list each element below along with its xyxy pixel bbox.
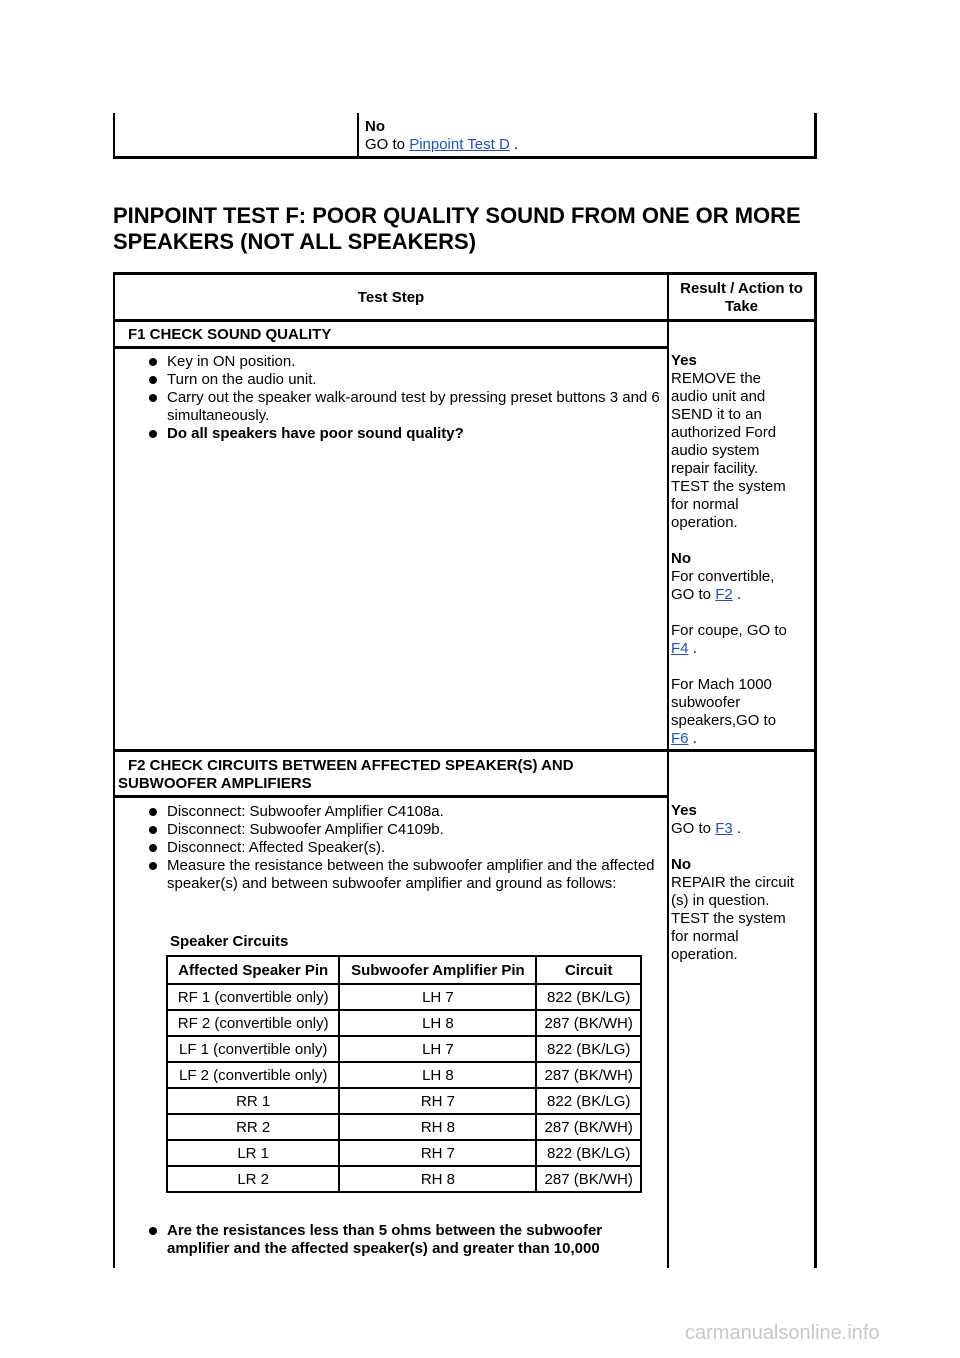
f2-goto-f3 xyxy=(671,820,813,838)
f1-mach-line-1: For Mach 1000 xyxy=(671,676,772,693)
f1-period-2: . xyxy=(692,640,697,657)
f1-yes-line-9: operation. xyxy=(671,514,738,531)
link-f6[interactable]: F6 xyxy=(671,730,689,747)
sc-cell: 287 (BK/WH) xyxy=(536,1062,641,1088)
f2-header-line2: SUBWOOFER AMPLIFIERS xyxy=(118,775,312,792)
f2-step-1: Disconnect: Subwoofer Amplifier C4108a. xyxy=(115,803,663,821)
f1-yes-line-8: for normal xyxy=(671,496,739,513)
link-f4[interactable]: F4 xyxy=(671,640,689,657)
table-row xyxy=(167,1166,641,1192)
table-row xyxy=(167,1114,641,1140)
sc-cell: RF 2 (convertible only) xyxy=(167,1010,339,1036)
sc-header-circuit: Circuit xyxy=(536,956,641,984)
sc-cell: RF 1 (convertible only) xyxy=(167,984,339,1010)
sc-cell: LR 1 xyxy=(167,1140,339,1166)
sc-cell: 287 (BK/WH) xyxy=(536,1114,641,1140)
sc-cell: RH 8 xyxy=(339,1166,536,1192)
table-col-divider xyxy=(667,272,669,1268)
f1-goto-prefix: GO to xyxy=(671,586,712,603)
sc-cell: 822 (BK/LG) xyxy=(536,1140,641,1166)
speaker-circuits-table xyxy=(166,955,642,1193)
f1-header-bottom xyxy=(113,346,668,349)
sc-cell: LH 7 xyxy=(339,1036,536,1062)
f1-step-list xyxy=(115,353,660,443)
sc-cell: RR 2 xyxy=(167,1114,339,1140)
prev-no-label: No xyxy=(365,118,385,135)
f1-yes-line-4: authorized Ford xyxy=(671,424,777,441)
f1-yes-line-7: TEST the system xyxy=(671,478,786,495)
watermark: carmanualsonline.info xyxy=(685,1322,880,1344)
table-row xyxy=(167,1036,641,1062)
table-top-border xyxy=(113,272,817,275)
f2-no-line-4: for normal xyxy=(671,928,739,945)
f1-yes-line-6: repair facility. xyxy=(671,460,759,477)
table-right-border xyxy=(814,272,817,1268)
speaker-circuits-caption: Speaker Circuits xyxy=(170,933,289,950)
f1-step-question: Do all speakers have poor sound quality? xyxy=(115,425,660,443)
col-header-result xyxy=(669,280,814,316)
f1-yes-line-3: SEND it to an xyxy=(671,406,762,423)
sc-cell: RH 7 xyxy=(339,1088,536,1114)
f2-final-step xyxy=(115,1222,663,1258)
sc-cell: RH 8 xyxy=(339,1114,536,1140)
sc-cell: 287 (BK/WH) xyxy=(536,1166,641,1192)
table-row xyxy=(167,1062,641,1088)
sc-cell: LH 7 xyxy=(339,984,536,1010)
col-header-result-line1: Result / Action to xyxy=(680,280,803,297)
prev-suffix: . xyxy=(513,136,519,153)
sc-cell: 822 (BK/LG) xyxy=(536,1088,641,1114)
f2-no-line-2: (s) in question. xyxy=(671,892,770,909)
f1-no-label: No xyxy=(671,550,691,567)
link-f3[interactable]: F3 xyxy=(715,820,733,837)
f2-no-label: No xyxy=(671,856,691,873)
table-row xyxy=(167,1088,641,1114)
sc-cell: LH 8 xyxy=(339,1062,536,1088)
f1-step-2: Turn on the audio unit. xyxy=(115,371,660,389)
f1-row-bottom xyxy=(113,749,817,752)
f2-step-question: Are the resistances less than 5 ohms between the subwoofer amplifier and the affected speaker(s) and greater than 10,000 xyxy=(115,1222,663,1258)
sc-cell: LR 2 xyxy=(167,1166,339,1192)
f2-header-line1: F2 CHECK CIRCUITS BETWEEN AFFECTED SPEAKER(S) AND xyxy=(128,757,574,774)
prev-bottom-border xyxy=(113,156,817,159)
sc-cell: RR 1 xyxy=(167,1088,339,1114)
sc-cell: 287 (BK/WH) xyxy=(536,1010,641,1036)
f2-step-4: Measure the resistance between the subwoofer amplifier and the affected speaker(s) and between subwoofer amplifier and ground as follows: xyxy=(115,857,663,893)
col-header-test-step: Test Step xyxy=(357,289,425,306)
f1-goto-f4 xyxy=(671,640,813,658)
f1-goto-f6 xyxy=(671,730,813,748)
f1-yes-line-5: audio system xyxy=(671,442,760,459)
f1-yes-line-2: audio unit and xyxy=(671,388,766,405)
prev-goto-line xyxy=(365,136,518,154)
f1-yes-label: Yes xyxy=(671,352,697,369)
sc-cell: LH 8 xyxy=(339,1010,536,1036)
sc-header-amplifier-pin: Subwoofer Amplifier Pin xyxy=(339,956,536,984)
f1-mach-line-2: subwoofer xyxy=(671,694,741,711)
table-row xyxy=(167,1140,641,1166)
sc-cell: RH 7 xyxy=(339,1140,536,1166)
col-header-result-line2: Take xyxy=(724,298,759,315)
link-f2[interactable]: F2 xyxy=(715,586,733,603)
f1-step-1: Key in ON position. xyxy=(115,353,660,371)
f1-mach-line-3: speakers,GO to xyxy=(671,712,777,729)
f2-header xyxy=(118,757,574,793)
f1-period-1: . xyxy=(736,586,742,603)
f2-result-cell xyxy=(671,802,813,964)
speaker-circuits-header-row xyxy=(167,956,641,984)
prev-right-border xyxy=(814,113,817,159)
f1-result-cell xyxy=(671,352,813,748)
f2-no-line-1: REPAIR the circuit xyxy=(671,874,795,891)
table-row xyxy=(167,984,641,1010)
f1-coupe-line: For coupe, GO to xyxy=(671,622,787,639)
f2-step-list xyxy=(115,803,663,893)
prev-mid-border xyxy=(357,113,359,159)
f2-yes-label: Yes xyxy=(671,802,697,819)
f2-no-line-3: TEST the system xyxy=(671,910,786,927)
f1-no-line-1: For convertible, xyxy=(671,568,775,585)
sc-header-affected-pin: Affected Speaker Pin xyxy=(167,956,339,984)
prev-left-border xyxy=(113,113,115,159)
f1-yes-line-1: REMOVE the xyxy=(671,370,762,387)
f2-goto-prefix: GO to xyxy=(671,820,712,837)
sc-cell: LF 1 (convertible only) xyxy=(167,1036,339,1062)
sc-cell: 822 (BK/LG) xyxy=(536,984,641,1010)
page-title-line1: PINPOINT TEST F: POOR QUALITY SOUND FROM ONE OR MORE xyxy=(113,203,801,228)
f2-step-2: Disconnect: Subwoofer Amplifier C4109b. xyxy=(115,821,663,839)
f2-header-bottom xyxy=(113,795,668,798)
page-title-line2: SPEAKERS (NOT ALL SPEAKERS) xyxy=(113,229,477,254)
f2-no-line-5: operation. xyxy=(671,946,738,963)
f1-step-3: Carry out the speaker walk-around test by pressing preset buttons 3 and 6 simultaneously. xyxy=(115,389,660,425)
table-row xyxy=(167,1010,641,1036)
f1-period-3: . xyxy=(692,730,697,747)
sc-cell: 822 (BK/LG) xyxy=(536,1036,641,1062)
f1-no-goto-f2 xyxy=(671,586,813,604)
sc-cell: LF 2 (convertible only) xyxy=(167,1062,339,1088)
f2-period: . xyxy=(736,820,742,837)
page-title xyxy=(113,203,801,255)
f2-step-3: Disconnect: Affected Speaker(s). xyxy=(115,839,663,857)
link-pinpoint-test-d[interactable]: Pinpoint Test D xyxy=(409,136,510,153)
header-row-bottom xyxy=(113,319,817,322)
prev-goto-prefix: GO to xyxy=(365,136,406,153)
f1-header: F1 CHECK SOUND QUALITY xyxy=(128,326,332,343)
